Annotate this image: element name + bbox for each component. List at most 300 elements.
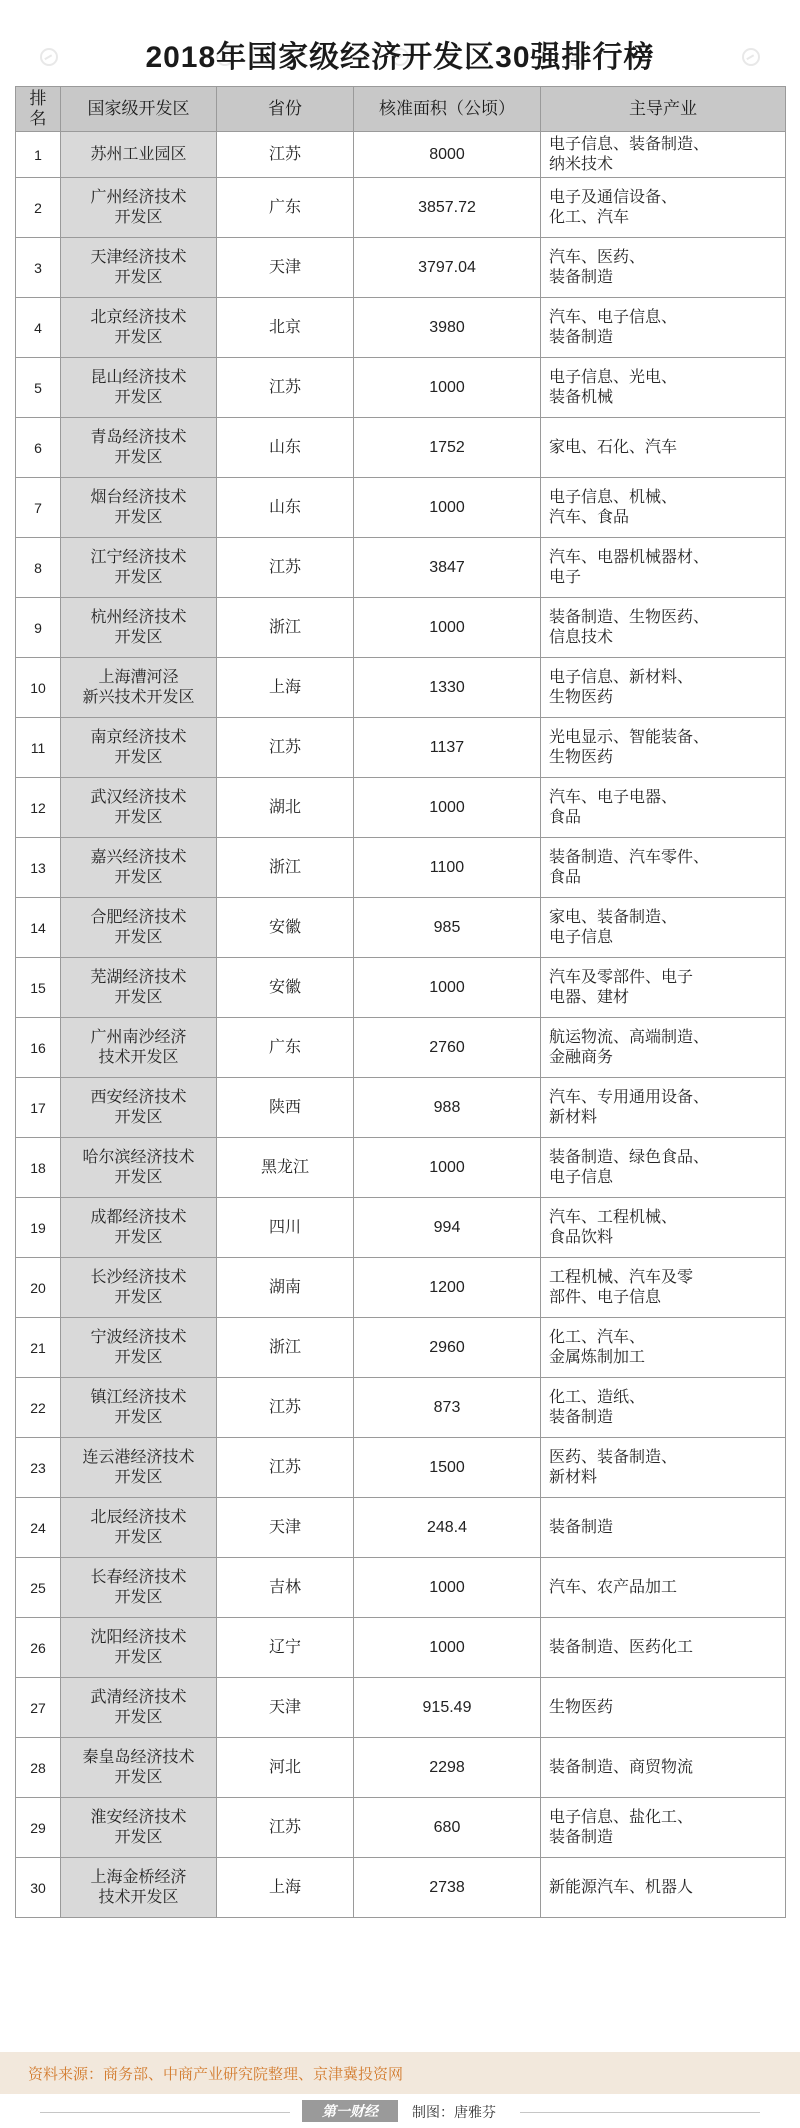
cell-industry xyxy=(541,1558,786,1618)
cell-rank-text: 10 xyxy=(30,679,46,696)
cell-province xyxy=(217,658,354,718)
cell-rank-text: 17 xyxy=(30,1099,46,1116)
cell-rank xyxy=(16,778,61,838)
cell-province xyxy=(217,1798,354,1858)
cell-rank-text: 3 xyxy=(34,259,42,276)
table-row xyxy=(16,1258,786,1318)
cell-zone xyxy=(61,1738,217,1798)
cell-zone-text: 武汉经济技术 开发区 xyxy=(90,788,187,826)
cell-province-text: 四川 xyxy=(268,1218,301,1236)
cell-area xyxy=(354,178,541,238)
cell-industry-text: 光电显示、智能装备、 生物医药 xyxy=(549,728,710,766)
cell-rank xyxy=(16,1798,61,1858)
cell-province xyxy=(217,778,354,838)
cell-rank xyxy=(16,1378,61,1438)
cell-rank xyxy=(16,132,61,178)
cell-area-text: 3980 xyxy=(429,318,465,336)
cell-area-text: 988 xyxy=(433,1098,461,1116)
cell-province-text: 湖南 xyxy=(268,1278,301,1296)
cell-zone-text: 西安经济技术 开发区 xyxy=(90,1088,187,1126)
cell-rank-text: 23 xyxy=(30,1459,46,1476)
cell-zone xyxy=(61,1138,217,1198)
cell-province xyxy=(217,838,354,898)
cell-area-text: 3797.04 xyxy=(418,258,476,276)
cell-province-text: 安徽 xyxy=(268,978,301,996)
cell-rank xyxy=(16,1498,61,1558)
cell-province-text: 上海 xyxy=(268,1878,301,1896)
table-row xyxy=(16,1738,786,1798)
cell-rank-text: 2 xyxy=(34,199,42,216)
cell-area xyxy=(354,598,541,658)
cell-province-text: 江苏 xyxy=(268,378,301,396)
table-row xyxy=(16,418,786,478)
cell-province-text: 北京 xyxy=(268,318,301,336)
cell-area-text: 248.4 xyxy=(426,1518,468,1536)
cell-rank-text: 30 xyxy=(30,1879,46,1896)
cell-area xyxy=(354,478,541,538)
cell-rank xyxy=(16,478,61,538)
cell-zone xyxy=(61,1318,217,1378)
cell-province-text: 上海 xyxy=(268,678,301,696)
cell-zone-text: 哈尔滨经济技术 开发区 xyxy=(82,1148,195,1186)
cell-rank-text: 21 xyxy=(30,1339,46,1356)
cell-zone xyxy=(61,838,217,898)
cell-rank-text: 13 xyxy=(30,859,46,876)
cell-industry-text: 装备制造、绿色食品、 电子信息 xyxy=(549,1148,710,1186)
cell-area xyxy=(354,1558,541,1618)
cell-zone xyxy=(61,658,217,718)
cell-industry xyxy=(541,1078,786,1138)
table-row xyxy=(16,958,786,1018)
cell-zone-text: 长沙经济技术 开发区 xyxy=(90,1268,187,1306)
cell-area-text: 1000 xyxy=(429,978,465,996)
cell-zone xyxy=(61,358,217,418)
cell-rank xyxy=(16,538,61,598)
cell-province xyxy=(217,418,354,478)
cell-industry xyxy=(541,1858,786,1918)
table-row xyxy=(16,838,786,898)
table-header-row xyxy=(16,87,786,132)
cell-area-text: 873 xyxy=(433,1398,461,1416)
cell-zone xyxy=(61,1078,217,1138)
cell-zone-text: 连云港经济技术 开发区 xyxy=(82,1448,195,1486)
header-industry: 主导产业 xyxy=(541,87,786,132)
table-row xyxy=(16,1198,786,1258)
chart-credit: 制图：唐雅芬 xyxy=(412,2104,496,2120)
cell-area xyxy=(354,418,541,478)
cell-area xyxy=(354,1678,541,1738)
cell-area-text: 8000 xyxy=(429,145,465,163)
header-province: 省份 xyxy=(217,87,354,132)
cell-rank xyxy=(16,598,61,658)
table-row xyxy=(16,238,786,298)
source-note: 资料来源：商务部、中商产业研究院整理、京津冀投资网 xyxy=(28,2066,404,2083)
cell-area xyxy=(354,1618,541,1678)
cell-rank xyxy=(16,1438,61,1498)
cell-industry xyxy=(541,238,786,298)
cell-zone-text: 上海漕河泾 新兴技术开发区 xyxy=(82,668,195,706)
cell-area xyxy=(354,1018,541,1078)
cell-zone xyxy=(61,958,217,1018)
cell-rank-text: 5 xyxy=(34,379,42,396)
cell-province-text: 江苏 xyxy=(268,145,301,163)
cell-province-text: 江苏 xyxy=(268,1398,301,1416)
cell-industry xyxy=(541,598,786,658)
cell-zone xyxy=(61,1858,217,1918)
cell-area-text: 1500 xyxy=(429,1458,465,1476)
table-row xyxy=(16,1858,786,1918)
cell-zone xyxy=(61,132,217,178)
cell-industry xyxy=(541,1378,786,1438)
cell-area xyxy=(354,1498,541,1558)
cell-industry-text: 装备制造、商贸物流 xyxy=(549,1758,694,1776)
cell-rank-text: 6 xyxy=(34,439,42,456)
cell-industry xyxy=(541,1438,786,1498)
cell-province xyxy=(217,1498,354,1558)
cell-industry-text: 生物医药 xyxy=(549,1698,614,1716)
cell-zone-text: 宁波经济技术 开发区 xyxy=(90,1328,187,1366)
cell-province xyxy=(217,1378,354,1438)
cell-province xyxy=(217,1738,354,1798)
cell-industry xyxy=(541,298,786,358)
table-row xyxy=(16,1558,786,1618)
cell-industry xyxy=(541,898,786,958)
cell-area-text: 1000 xyxy=(429,378,465,396)
cell-rank xyxy=(16,298,61,358)
cell-area xyxy=(354,132,541,178)
cell-zone-text: 南京经济技术 开发区 xyxy=(90,728,187,766)
cell-zone-text: 北京经济技术 开发区 xyxy=(90,308,187,346)
table-row xyxy=(16,178,786,238)
cell-zone xyxy=(61,478,217,538)
cell-rank-text: 18 xyxy=(30,1159,46,1176)
cell-rank-text: 11 xyxy=(30,739,46,756)
cell-industry-text: 汽车、电子信息、 装备制造 xyxy=(549,308,678,346)
cell-province-text: 广东 xyxy=(268,198,301,216)
cell-province xyxy=(217,1438,354,1498)
cell-zone-text: 嘉兴经济技术 开发区 xyxy=(90,848,187,886)
cell-rank xyxy=(16,838,61,898)
cell-province-text: 黑龙江 xyxy=(260,1158,309,1176)
table-row xyxy=(16,478,786,538)
cell-province xyxy=(217,1558,354,1618)
cell-province-text: 天津 xyxy=(268,258,301,276)
cell-province-text: 陕西 xyxy=(268,1098,301,1116)
cell-industry-text: 汽车、电子电器、 食品 xyxy=(549,788,678,826)
cell-industry-text: 工程机械、汽车及零 部件、电子信息 xyxy=(549,1268,694,1306)
cell-rank xyxy=(16,1738,61,1798)
cell-zone-text: 苏州工业园区 xyxy=(90,145,187,163)
cell-area xyxy=(354,538,541,598)
cell-zone-text: 长春经济技术 开发区 xyxy=(90,1568,187,1606)
cell-rank xyxy=(16,1558,61,1618)
cell-zone xyxy=(61,538,217,598)
cell-zone xyxy=(61,238,217,298)
table-body xyxy=(16,132,786,1918)
cell-zone xyxy=(61,1258,217,1318)
cell-rank-text: 20 xyxy=(30,1279,46,1296)
cell-rank xyxy=(16,358,61,418)
cell-rank xyxy=(16,1318,61,1378)
cell-industry-text: 装备制造、汽车零件、 食品 xyxy=(549,848,710,886)
cell-province-text: 山东 xyxy=(268,498,301,516)
cell-industry-text: 汽车、专用通用设备、 新材料 xyxy=(549,1088,710,1126)
header-rank: 排名 xyxy=(16,87,61,132)
cell-rank xyxy=(16,658,61,718)
cell-province-text: 辽宁 xyxy=(268,1638,301,1656)
cell-area xyxy=(354,1378,541,1438)
cell-province-text: 天津 xyxy=(268,1518,301,1536)
cell-area xyxy=(354,1858,541,1918)
header-area: 核准面积（公顷） xyxy=(354,87,541,132)
cell-rank xyxy=(16,1138,61,1198)
cell-area xyxy=(354,1258,541,1318)
cell-area xyxy=(354,778,541,838)
table-row xyxy=(16,358,786,418)
cell-area-text: 1000 xyxy=(429,1158,465,1176)
cell-province xyxy=(217,1138,354,1198)
cell-rank xyxy=(16,898,61,958)
cell-industry-text: 电子信息、机械、 汽车、食品 xyxy=(549,488,678,526)
table-row xyxy=(16,598,786,658)
cell-area-text: 1000 xyxy=(429,1578,465,1596)
table-row xyxy=(16,132,786,178)
cell-industry-text: 汽车、医药、 装备制造 xyxy=(549,248,646,286)
cell-area-text: 1000 xyxy=(429,618,465,636)
cell-rank xyxy=(16,1258,61,1318)
cell-province-text: 江苏 xyxy=(268,1818,301,1836)
cell-rank-text: 29 xyxy=(30,1819,46,1836)
cell-industry xyxy=(541,1738,786,1798)
cell-zone-text: 镇江经济技术 开发区 xyxy=(90,1388,187,1426)
cell-province xyxy=(217,898,354,958)
cell-province-text: 安徽 xyxy=(268,918,301,936)
cell-industry-text: 装备制造、生物医药、 信息技术 xyxy=(549,608,710,646)
cell-rank xyxy=(16,238,61,298)
cell-province xyxy=(217,1258,354,1318)
cell-province xyxy=(217,178,354,238)
cell-zone-text: 青岛经济技术 开发区 xyxy=(90,428,187,466)
table-row xyxy=(16,1138,786,1198)
cell-zone xyxy=(61,298,217,358)
cell-area xyxy=(354,1198,541,1258)
cell-rank-text: 8 xyxy=(34,559,42,576)
cell-industry xyxy=(541,958,786,1018)
cell-industry-text: 装备制造 xyxy=(549,1518,614,1536)
cell-area xyxy=(354,658,541,718)
cell-area xyxy=(354,1738,541,1798)
cell-rank xyxy=(16,418,61,478)
cell-industry-text: 电子信息、光电、 装备机械 xyxy=(549,368,678,406)
cell-industry-text: 汽车、农产品加工 xyxy=(549,1578,678,1596)
cell-industry-text: 电子信息、新材料、 生物医药 xyxy=(549,668,694,706)
cell-industry xyxy=(541,358,786,418)
cell-zone xyxy=(61,1678,217,1738)
cell-province-text: 山东 xyxy=(268,438,301,456)
cell-zone xyxy=(61,1618,217,1678)
cell-rank-text: 12 xyxy=(30,799,46,816)
cell-industry xyxy=(541,1018,786,1078)
cell-zone xyxy=(61,1498,217,1558)
cell-area-text: 1000 xyxy=(429,798,465,816)
cell-province-text: 浙江 xyxy=(268,618,301,636)
cell-area xyxy=(354,1438,541,1498)
cell-zone-text: 广州南沙经济 技术开发区 xyxy=(90,1028,187,1066)
cell-industry xyxy=(541,178,786,238)
cell-rank-text: 15 xyxy=(30,979,46,996)
cell-province xyxy=(217,538,354,598)
cell-zone-text: 沈阳经济技术 开发区 xyxy=(90,1628,187,1666)
cell-rank xyxy=(16,1078,61,1138)
cell-province-text: 江苏 xyxy=(268,558,301,576)
cell-industry-text: 医药、装备制造、 新材料 xyxy=(549,1448,678,1486)
cell-province xyxy=(217,1078,354,1138)
divider xyxy=(520,2112,760,2113)
cell-area xyxy=(354,358,541,418)
cell-area xyxy=(354,718,541,778)
divider xyxy=(40,2112,290,2113)
cell-industry xyxy=(541,1798,786,1858)
cell-industry xyxy=(541,778,786,838)
credit-row xyxy=(0,2100,800,2124)
cell-area xyxy=(354,1318,541,1378)
cell-area-text: 994 xyxy=(433,1218,461,1236)
cell-province-text: 广东 xyxy=(268,1038,301,1056)
table-row xyxy=(16,898,786,958)
table-row xyxy=(16,1378,786,1438)
cell-rank xyxy=(16,178,61,238)
cell-industry xyxy=(541,538,786,598)
cell-area xyxy=(354,838,541,898)
cell-province-text: 河北 xyxy=(268,1758,301,1776)
cell-rank-text: 16 xyxy=(30,1039,46,1056)
ranking-table xyxy=(15,86,786,1918)
cell-area xyxy=(354,238,541,298)
cell-province xyxy=(217,1618,354,1678)
cell-rank xyxy=(16,1678,61,1738)
cell-zone-text: 武清经济技术 开发区 xyxy=(90,1688,187,1726)
cell-area xyxy=(354,958,541,1018)
cell-industry-text: 家电、石化、汽车 xyxy=(549,438,678,456)
cell-industry-text: 航运物流、高端制造、 金融商务 xyxy=(549,1028,710,1066)
cell-industry xyxy=(541,1498,786,1558)
cell-zone-text: 成都经济技术 开发区 xyxy=(90,1208,187,1246)
cell-zone-text: 上海金桥经济 技术开发区 xyxy=(90,1868,187,1906)
cell-area-text: 915.49 xyxy=(422,1698,472,1716)
cell-province xyxy=(217,1198,354,1258)
cell-zone-text: 广州经济技术 开发区 xyxy=(90,188,187,226)
cell-rank-text: 26 xyxy=(30,1639,46,1656)
cell-industry xyxy=(541,1318,786,1378)
cell-industry xyxy=(541,418,786,478)
cell-rank-text: 22 xyxy=(30,1399,46,1416)
cell-zone-text: 江宁经济技术 开发区 xyxy=(90,548,187,586)
cell-industry-text: 家电、装备制造、 电子信息 xyxy=(549,908,678,946)
cell-area xyxy=(354,1798,541,1858)
cell-zone-text: 芜湖经济技术 开发区 xyxy=(90,968,187,1006)
cell-rank xyxy=(16,1618,61,1678)
cell-rank-text: 14 xyxy=(30,919,46,936)
cell-industry xyxy=(541,478,786,538)
cell-province xyxy=(217,1318,354,1378)
cell-area-text: 3847 xyxy=(429,558,465,576)
cell-zone-text: 淮安经济技术 开发区 xyxy=(90,1808,187,1846)
cell-industry-text: 新能源汽车、机器人 xyxy=(549,1878,694,1896)
cell-zone xyxy=(61,1558,217,1618)
cell-rank-text: 9 xyxy=(34,619,42,636)
cell-rank-text: 28 xyxy=(30,1759,46,1776)
cell-province xyxy=(217,132,354,178)
cell-area-text: 1000 xyxy=(429,498,465,516)
cell-zone xyxy=(61,718,217,778)
cell-zone-text: 昆山经济技术 开发区 xyxy=(90,368,187,406)
table-row xyxy=(16,658,786,718)
cell-area-text: 3857.72 xyxy=(418,198,476,216)
cell-industry-text: 汽车、工程机械、 食品饮料 xyxy=(549,1208,678,1246)
table-row xyxy=(16,1498,786,1558)
cell-province xyxy=(217,958,354,1018)
cell-rank xyxy=(16,1018,61,1078)
cell-rank xyxy=(16,1198,61,1258)
cell-industry xyxy=(541,1618,786,1678)
cell-zone-text: 秦皇岛经济技术 开发区 xyxy=(82,1748,195,1786)
table-row xyxy=(16,1798,786,1858)
table-row xyxy=(16,1678,786,1738)
cell-area-text: 2298 xyxy=(429,1758,465,1776)
cell-rank-text: 4 xyxy=(34,319,42,336)
cell-area-text: 1330 xyxy=(429,678,465,696)
cell-industry xyxy=(541,838,786,898)
cell-industry-text: 化工、汽车、 金属炼制加工 xyxy=(549,1328,646,1366)
cell-zone xyxy=(61,1378,217,1438)
table-row xyxy=(16,298,786,358)
cell-province-text: 浙江 xyxy=(268,1338,301,1356)
source-footer xyxy=(0,2052,800,2094)
cell-province xyxy=(217,598,354,658)
cell-province-text: 江苏 xyxy=(268,1458,301,1476)
cell-rank-text: 27 xyxy=(30,1699,46,1716)
cell-rank-text: 1 xyxy=(34,146,42,163)
cell-industry-text: 电子信息、装备制造、 纳米技术 xyxy=(549,135,710,173)
cell-province-text: 浙江 xyxy=(268,858,301,876)
cell-province-text: 天津 xyxy=(268,1698,301,1716)
cell-province xyxy=(217,1018,354,1078)
table-row xyxy=(16,1318,786,1378)
cell-province xyxy=(217,478,354,538)
cell-province xyxy=(217,718,354,778)
cell-area-text: 680 xyxy=(433,1818,461,1836)
cell-industry xyxy=(541,718,786,778)
cell-area xyxy=(354,1078,541,1138)
cell-industry-text: 化工、造纸、 装备制造 xyxy=(549,1388,646,1426)
cell-zone xyxy=(61,1798,217,1858)
cell-province xyxy=(217,238,354,298)
cell-province xyxy=(217,1858,354,1918)
cell-zone xyxy=(61,598,217,658)
header-zone: 国家级开发区 xyxy=(61,87,217,132)
cell-industry-text: 电子及通信设备、 化工、汽车 xyxy=(549,188,678,226)
cell-zone-text: 合肥经济技术 开发区 xyxy=(90,908,187,946)
cell-area-text: 2760 xyxy=(429,1038,465,1056)
cell-industry-text: 电子信息、盐化工、 装备制造 xyxy=(549,1808,694,1846)
cell-industry-text: 装备制造、医药化工 xyxy=(549,1638,694,1656)
cell-industry xyxy=(541,1198,786,1258)
cell-province xyxy=(217,1678,354,1738)
cell-province xyxy=(217,298,354,358)
cell-zone xyxy=(61,1018,217,1078)
cell-zone xyxy=(61,898,217,958)
cell-industry xyxy=(541,658,786,718)
